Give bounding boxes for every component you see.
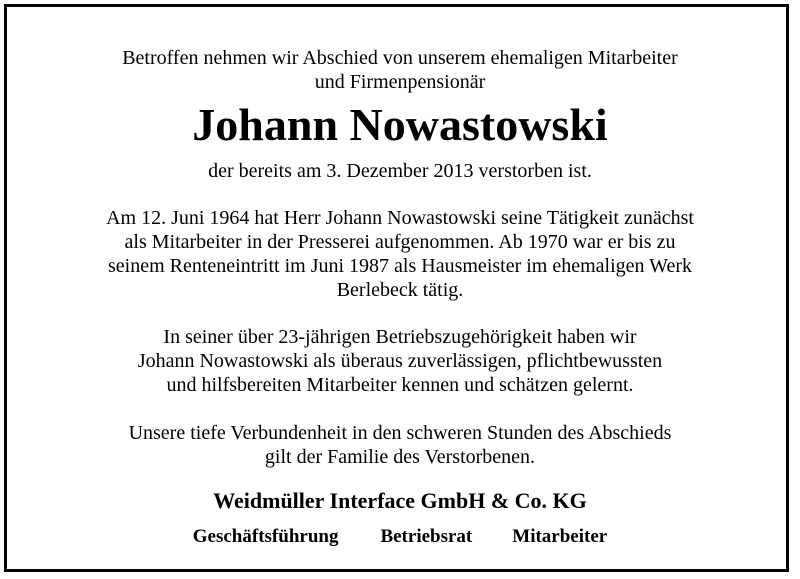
paragraph-line: und hilfsbereiten Mitarbeiter kennen und schätzen gelernt.: [166, 374, 634, 396]
paragraph-line: gilt der Familie des Verstorbenen.: [264, 446, 536, 468]
condolence-paragraph: [0, 421, 800, 469]
paragraph-line: Am 12. Juni 1964 hat Herr Johann Nowastowski seine Tätigkeit zunächst: [106, 207, 694, 229]
career-paragraph: [0, 206, 800, 302]
intro-line: und Firmenpensionär: [314, 71, 486, 93]
company-name: Weidmüller Interface GmbH & Co. KG: [213, 488, 587, 513]
paragraph-line: Unsere tiefe Verbundenheit in den schweren Stunden des Abschieds: [128, 422, 672, 444]
paragraph-line: Berlebeck tätig.: [336, 279, 464, 301]
appreciation-paragraph: [0, 325, 800, 397]
signatory-works-council: Betriebsrat: [380, 526, 473, 547]
paragraph-line: seinem Renteneintritt im Juni 1987 als Hausmeister im ehemaligen Werk: [107, 255, 692, 277]
deceased-name: Johann Nowastowski: [192, 99, 608, 150]
signatory-employees: Mitarbeiter: [512, 526, 608, 547]
paragraph-line: als Mitarbeiter in der Presserei aufgenommen. Ab 1970 war er bis zu: [124, 231, 676, 253]
signatories: [0, 525, 800, 549]
intro-text: [0, 46, 800, 94]
intro-line: Betroffen nehmen wir Abschied von unserem ehemaligen Mitarbeiter: [122, 47, 678, 69]
date-of-death: der bereits am 3. Dezember 2013 verstorben ist.: [208, 160, 592, 182]
signatory-management: Geschäftsführung: [192, 526, 339, 547]
paragraph-line: Johann Nowastowski als überaus zuverlässigen, pflichtbewussten: [137, 350, 663, 372]
paragraph-line: In seiner über 23-jährigen Betriebszugehörigkeit haben wir: [163, 326, 637, 348]
